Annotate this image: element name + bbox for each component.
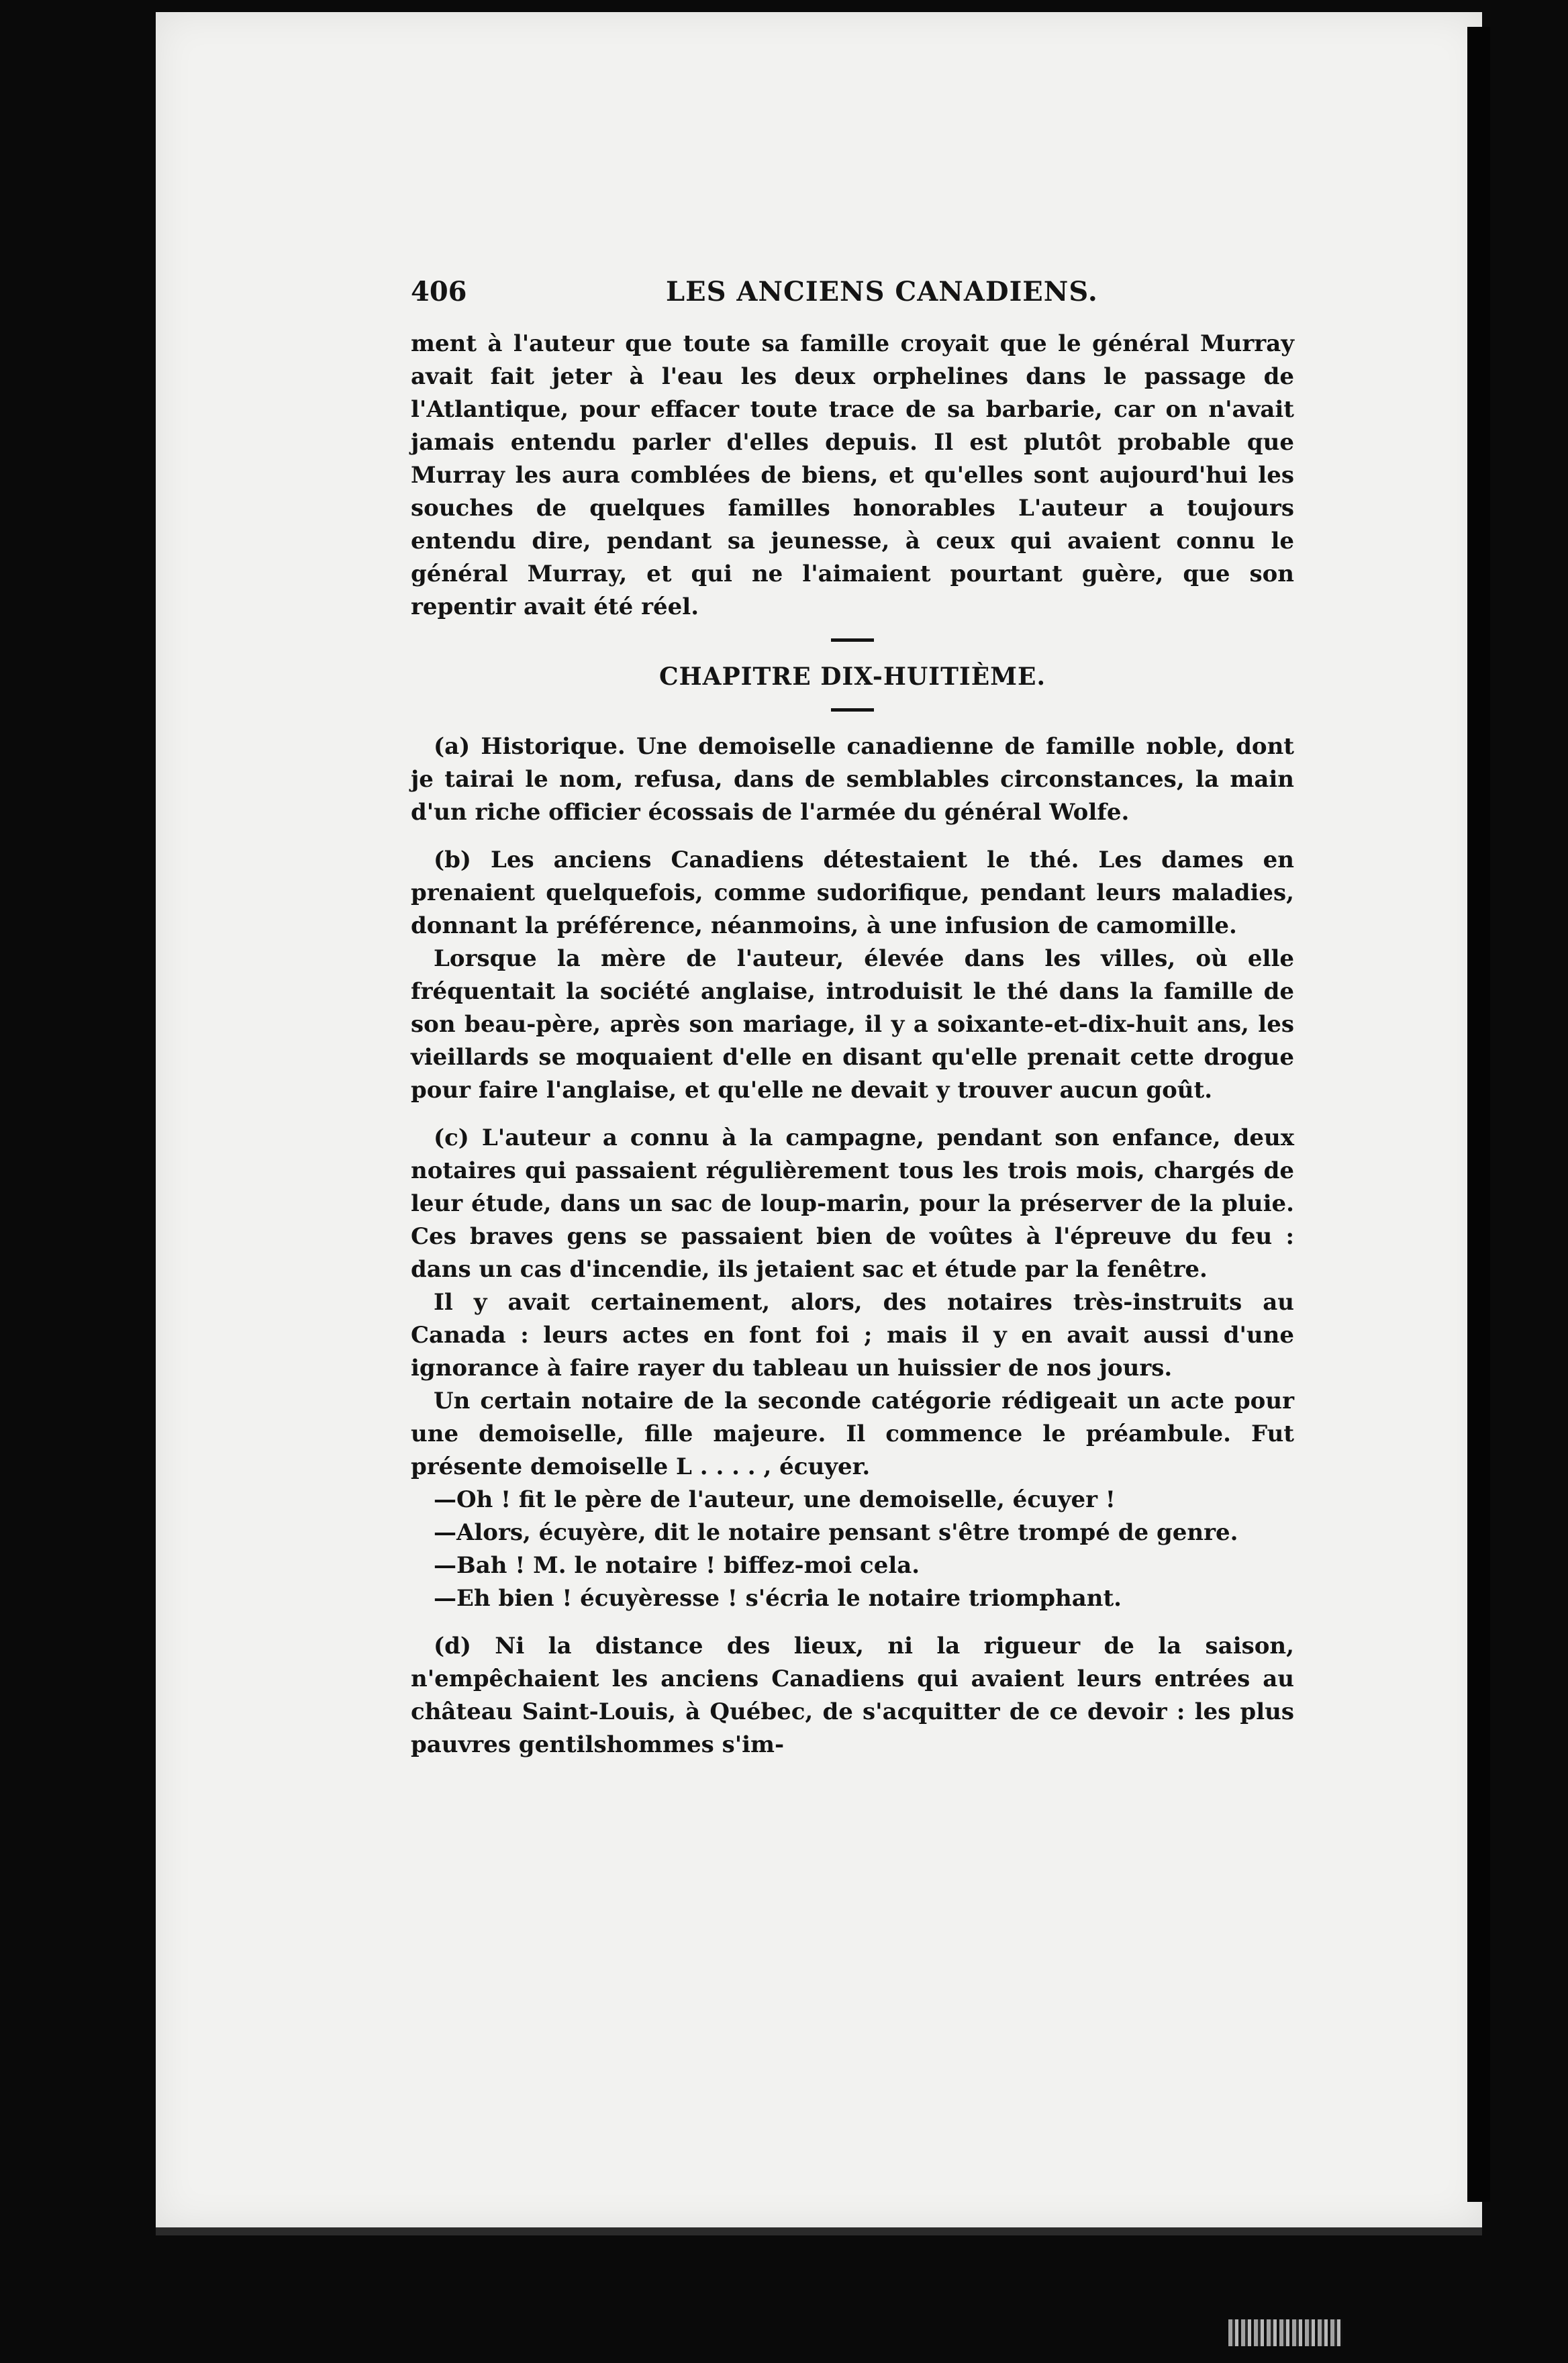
note-b-label: (b) (434, 847, 471, 873)
note-c-paragraph-3: Un certain notaire de la seconde catégorie rédigeait un acte pour une demoiselle, fille majeure. Il commence le préambule. Fut présente demoiselle L . . . . , écuyer. (411, 1388, 1294, 1480)
page-bottom-edge (156, 2227, 1482, 2235)
running-title: LES ANCIENS CANADIENS. (666, 276, 1098, 307)
dialogue-line: —Eh bien ! écuyèresse ! s'écria le notaire triomphant. (434, 1585, 1122, 1612)
section-rule-bottom (831, 708, 874, 712)
note-d-text: Ni la distance des lieux, ni la rigueur de la saison, n'empêchaient les anciens Canadiens qui avaient leurs entrées au château Saint-Louis, à Québec, de s'acquitter de ce devoir : les plus pauvres gentilshommes s'im- (411, 1633, 1294, 1758)
chapter-title: CHAPITRE DIX-HUITIÈME. (659, 663, 1046, 691)
scan-artifact (1228, 2319, 1342, 2346)
continuation-paragraph: ment à l'auteur que toute sa famille croyait que le général Murray avait fait jeter à l'eau les deux orphelines dans le passage de l'Atlantique, pour effacer toute trace de sa barbarie, car on n'avait jamais entendu parler d'elles depuis. Il est plutôt probable que Murray les aura comblées de biens, et qu'elles sont aujourd'hui les souches de quelques familles honorables L'auteur a toujours entendu dire, pendant sa jeunesse, à ceux qui avaient connu le général Murray, et qui ne l'aimaient pourtant guère, que son repentir avait été réel. (411, 330, 1294, 620)
section-rule-top (831, 638, 874, 642)
dialogue-line: —Bah ! M. le notaire ! biffez-moi cela. (434, 1552, 920, 1579)
dialogue-line: —Alors, écuyère, dit le notaire pensant s'être trompé de genre. (434, 1519, 1238, 1546)
dialogue-line: —Oh ! fit le père de l'auteur, une demoiselle, écuyer ! (434, 1486, 1116, 1513)
note-a-text: Historique. Une demoiselle canadienne de famille noble, dont je tairai le nom, refusa, dans de semblables circonstances, la main d'un riche officier écossais de l'armée du général Wolfe. (411, 733, 1294, 826)
note-b-text: Les anciens Canadiens détestaient le thé. Les dames en prenaient quelquefois, comme sudorifique, pendant leurs maladies, donnant la préférence, néanmoins, à une infusion de camomille. (411, 847, 1294, 939)
note-a-label: (a) (434, 733, 471, 760)
page-number: 406 (411, 276, 467, 307)
note-b (411, 844, 1294, 943)
note-a (411, 730, 1294, 829)
note-c (411, 1122, 1294, 1286)
running-head (411, 269, 1294, 316)
note-gap (411, 1615, 1294, 1630)
page-content (411, 269, 1294, 1762)
note-c-label: (c) (434, 1124, 469, 1151)
note-c-text: L'auteur a connu à la campagne, pendant son enfance, deux notaires qui passaient régulièrement tous les trois mois, chargés de leur étude, dans un sac de loup-marin, pour la préserver de la pluie. Ces braves gens se passaient bien de voûtes à l'épreuve du feu : dans un cas d'incendie, ils jetaient sac et étude par la fenêtre. (411, 1124, 1294, 1283)
note-c-paragraph-2: Il y avait certainement, alors, des notaires très-instruits au Canada : leurs actes en font foi ; mais il y en avait aussi d'une ignorance à faire rayer du tableau un huissier de nos jours. (411, 1289, 1294, 1382)
note-d (411, 1630, 1294, 1762)
note-d-label: (d) (434, 1633, 471, 1659)
note-gap (411, 1107, 1294, 1122)
note-b-paragraph-2: Lorsque la mère de l'auteur, élevée dans les villes, où elle fréquentait la société anglaise, introduisit le thé dans la famille de son beau-père, après son mariage, il y a soixante-et-dix-huit ans, les vieillards se moquaient d'elle en disant qu'elle prenait cette drogue pour faire l'anglaise, et qu'elle ne devait y trouver aucun goût. (411, 945, 1294, 1104)
note-gap (411, 829, 1294, 844)
page-edge-shadow (1467, 27, 1490, 2202)
